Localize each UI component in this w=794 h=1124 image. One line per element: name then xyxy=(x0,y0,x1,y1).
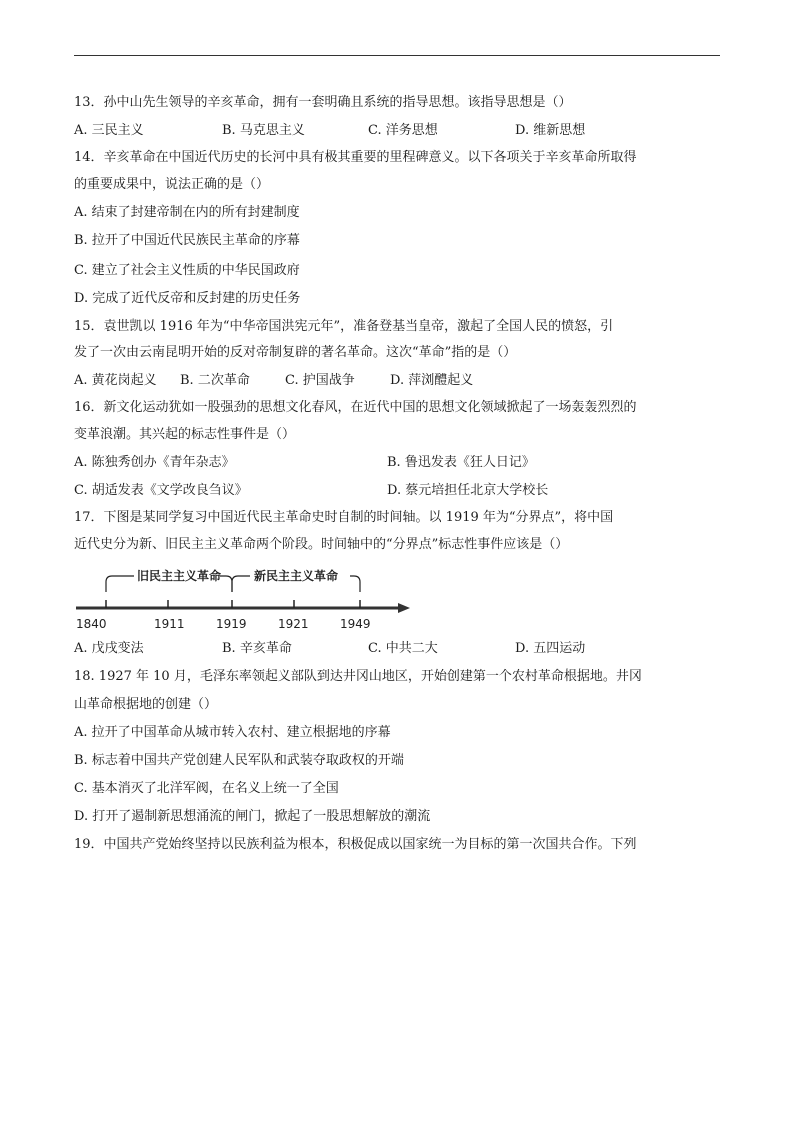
q15-option-a: A. 黄花岗起义 xyxy=(74,373,157,388)
q18-option-c: C. 基本消灭了北洋军阀，在名义上统一了全国 xyxy=(74,781,339,796)
q18-option-d: D. 打开了遏制新思想涌流的闸门，掀起了一股思想解放的潮流 xyxy=(74,809,431,824)
q17-stem-line-2: 近代史分为新、旧民主主义革命两个阶段。时间轴中的“分界点”标志性事件应该是（） xyxy=(74,537,569,552)
q17-option-a: A. 戊戌变法 xyxy=(74,641,144,656)
q18-stem-line-2: 山革命根据地的创建（） xyxy=(74,697,218,712)
q17-stem-line-1: 17．下图是某同学复习中国近代民主革命史时自制的时间轴。以 1919 年为“分界点”，将中国 xyxy=(74,510,614,525)
q13-option-a: A. 三民主义 xyxy=(74,123,144,138)
year-1949: 1949 xyxy=(340,617,371,631)
q13-option-b: B. 马克思主义 xyxy=(222,123,305,138)
q15-option-c: C. 护国战争 xyxy=(285,373,355,388)
timeline-label-new: 新民主主义革命 xyxy=(254,569,339,583)
brace-new-left xyxy=(232,576,250,592)
q14-option-a: A. 结束了封建帝制在内的所有封建制度 xyxy=(74,205,300,220)
brace-old-right xyxy=(220,576,232,592)
q16-stem-line-1: 16．新文化运动犹如一股强劲的思想文化春风，在近代中国的思想文化领域掀起了一场轰轰烈烈的 xyxy=(74,400,637,415)
q14-stem-line-1: 14．辛亥革命在中国近代历史的长河中具有极其重要的里程碑意义。以下各项关于辛亥革命所取得 xyxy=(74,150,637,165)
q13-stem: 13．孙中山先生领导的辛亥革命，拥有一套明确且系统的指导思想。该指导思想是（） xyxy=(74,95,572,110)
q14-option-c: C. 建立了社会主义性质的中华民国政府 xyxy=(74,263,300,278)
brace-new-right xyxy=(350,576,360,592)
header-rule xyxy=(74,55,720,56)
year-1919: 1919 xyxy=(216,617,247,631)
q14-option-d: D. 完成了近代反帝和反封建的历史任务 xyxy=(74,291,301,306)
timeline-svg xyxy=(72,562,412,634)
q14-stem-line-2: 的重要成果中，说法正确的是（） xyxy=(74,177,270,192)
q17-option-c: C. 中共二大 xyxy=(368,641,438,656)
q17-option-d: D. 五四运动 xyxy=(515,641,586,656)
q18-option-a: A. 拉开了中国革命从城市转入农村、建立根据地的序幕 xyxy=(74,725,391,740)
q13-option-d: D. 维新思想 xyxy=(515,123,586,138)
q16-option-a: A. 陈独秀创办《青年杂志》 xyxy=(74,455,235,470)
q18-stem-line-1: 18. 1927 年 10 月，毛泽东率领起义部队到达井冈山地区，开始创建第一个农村革命根据地。井冈 xyxy=(74,669,642,684)
q14-option-b: B. 拉开了中国近代民族民主革命的序幕 xyxy=(74,233,300,248)
q19-stem-line-1: 19．中国共产党始终坚持以民族利益为根本，积极促成以国家统一为目标的第一次国共合作。下列 xyxy=(74,837,637,852)
q13-option-c: C. 洋务思想 xyxy=(368,123,438,138)
timeline-label-old: 旧民主主义革命 xyxy=(137,569,222,583)
q15-stem-line-2: 发了一次由云南昆明开始的反对帝制复辟的著名革命。这次“革命”指的是（） xyxy=(74,345,517,360)
year-1911: 1911 xyxy=(154,617,185,631)
brace-old-left xyxy=(106,576,134,592)
q16-option-c: C. 胡适发表《文学改良刍议》 xyxy=(74,483,248,498)
q16-option-d: D. 蔡元培担任北京大学校长 xyxy=(387,483,549,498)
q15-option-b: B. 二次革命 xyxy=(180,373,250,388)
q17-timeline-figure xyxy=(72,562,412,634)
q17-option-b: B. 辛亥革命 xyxy=(222,641,292,656)
q16-stem-line-2: 变革浪潮。其兴起的标志性事件是（） xyxy=(74,427,296,442)
q15-option-d: D. 萍浏醴起义 xyxy=(390,373,474,388)
timeline-arrow xyxy=(398,603,410,613)
q15-stem-line-1: 15．袁世凯以 1916 年为“中华帝国洪宪元年”，准备登基当皇帝，激起了全国人民的愤怒，引 xyxy=(74,319,614,334)
q16-option-b: B. 鲁迅发表《狂人日记》 xyxy=(387,455,535,470)
year-1921: 1921 xyxy=(278,617,309,631)
year-1840: 1840 xyxy=(76,617,107,631)
q18-option-b: B. 标志着中国共产党创建人民军队和武装夺取政权的开端 xyxy=(74,753,404,768)
